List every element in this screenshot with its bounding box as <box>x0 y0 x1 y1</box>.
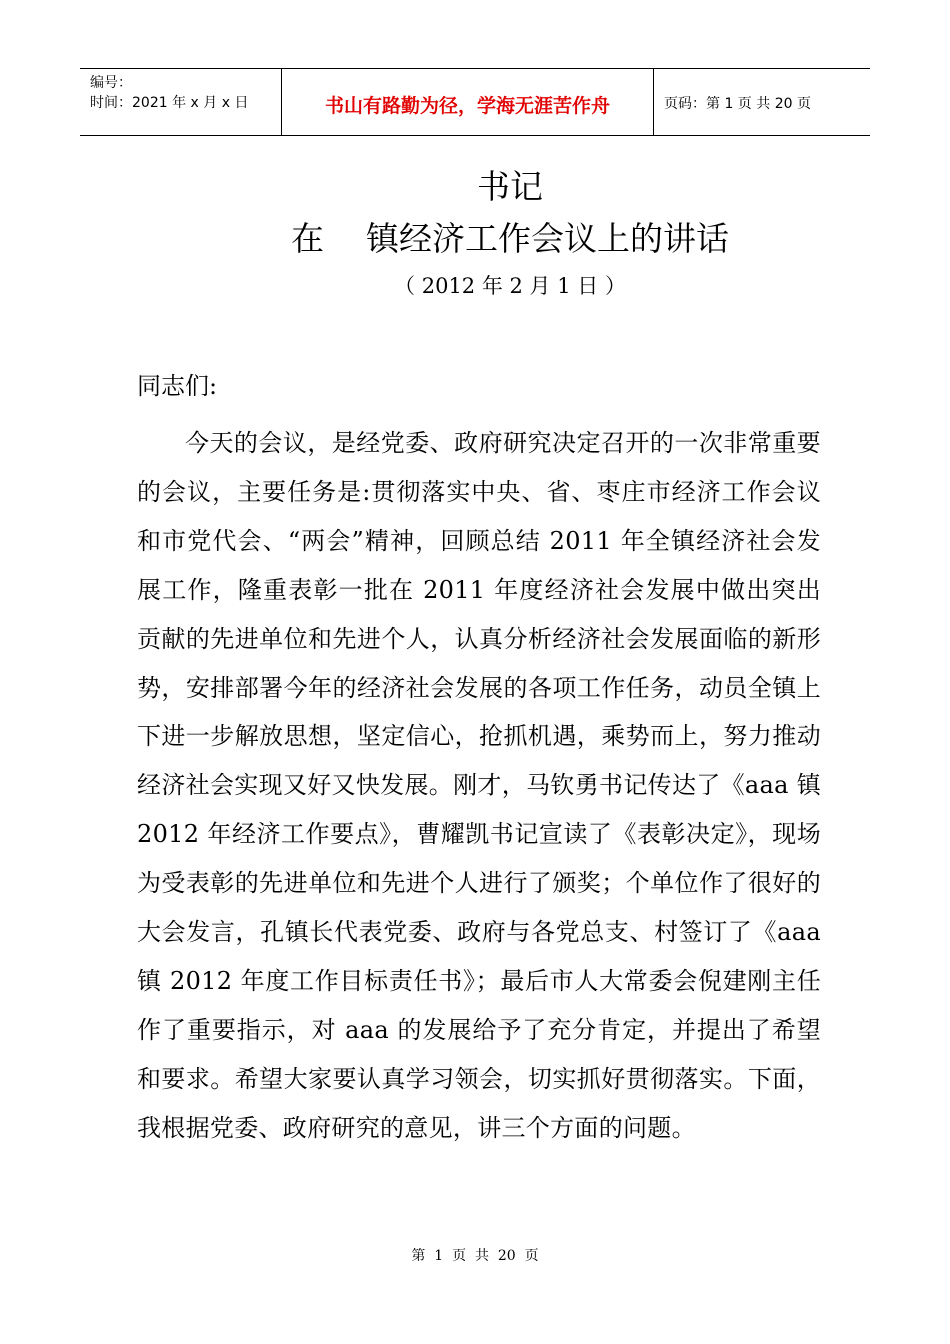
serial-label: 编号： <box>90 75 132 91</box>
header-table <box>80 68 870 136</box>
salutation: 同志们: <box>137 372 218 400</box>
page-footer: 第 1 页 共 20 页 <box>411 1248 539 1264</box>
header-page-info: 页码：第 1 页 共 20 页 <box>664 96 811 112</box>
body-paragraph: 今天的会议，是经党委、政府研究决定召开的一次非常重要的会议，主要任务是:贯彻落实中央、省、枣庄市经济工作会议和市党代会、“两会”精神，回顾总结 2011 年全镇经济社会发展工作，隆重表彰一批在 2011 年度经济社会发展中做出突出贡献的先进单位和先进个人，认真分析经济社会发展面临的新形势，安排部署今年的经济社会发展的各项工作任务，动员全镇上下进一步解放思想，坚定信心，抢抓机遇，乘势而上，努力推动经济社会实现又好又快发展。刚才，马钦勇书记传达了《aaa 镇 2012 年经济工作要点》，曹耀凯书记宣读了《表彰决定》，现场为受表彰的先进单位和先进个人进行了颁奖；个单位作了很好的大会发言，孔镇长代表党委、政府与各党总支、村签订了《aaa 镇 2012 年度工作目标责任书》；最后市人大常委会倪建刚主任作了重要指示，对 aaa 的发展给予了充分肯定，并提出了希望和要求。希望大家要认真学习领会，切实抓好贯彻落实。下面，我根据党委、政府研究的意见，讲三个方面的问题。 <box>137 429 821 1142</box>
document-title-line2: 在 镇经济工作会议上的讲话 <box>291 219 729 258</box>
document-date: （ 2012 年 2 月 1 日 ） <box>394 274 626 298</box>
header-motto: 书山有路勤为径，学海无涯苦作舟 <box>282 69 654 135</box>
document-title-line1: 书记 <box>477 167 543 206</box>
time-label: 时间：2021 年 x 月 x 日 <box>90 95 249 111</box>
header-meta-cell <box>80 69 282 135</box>
